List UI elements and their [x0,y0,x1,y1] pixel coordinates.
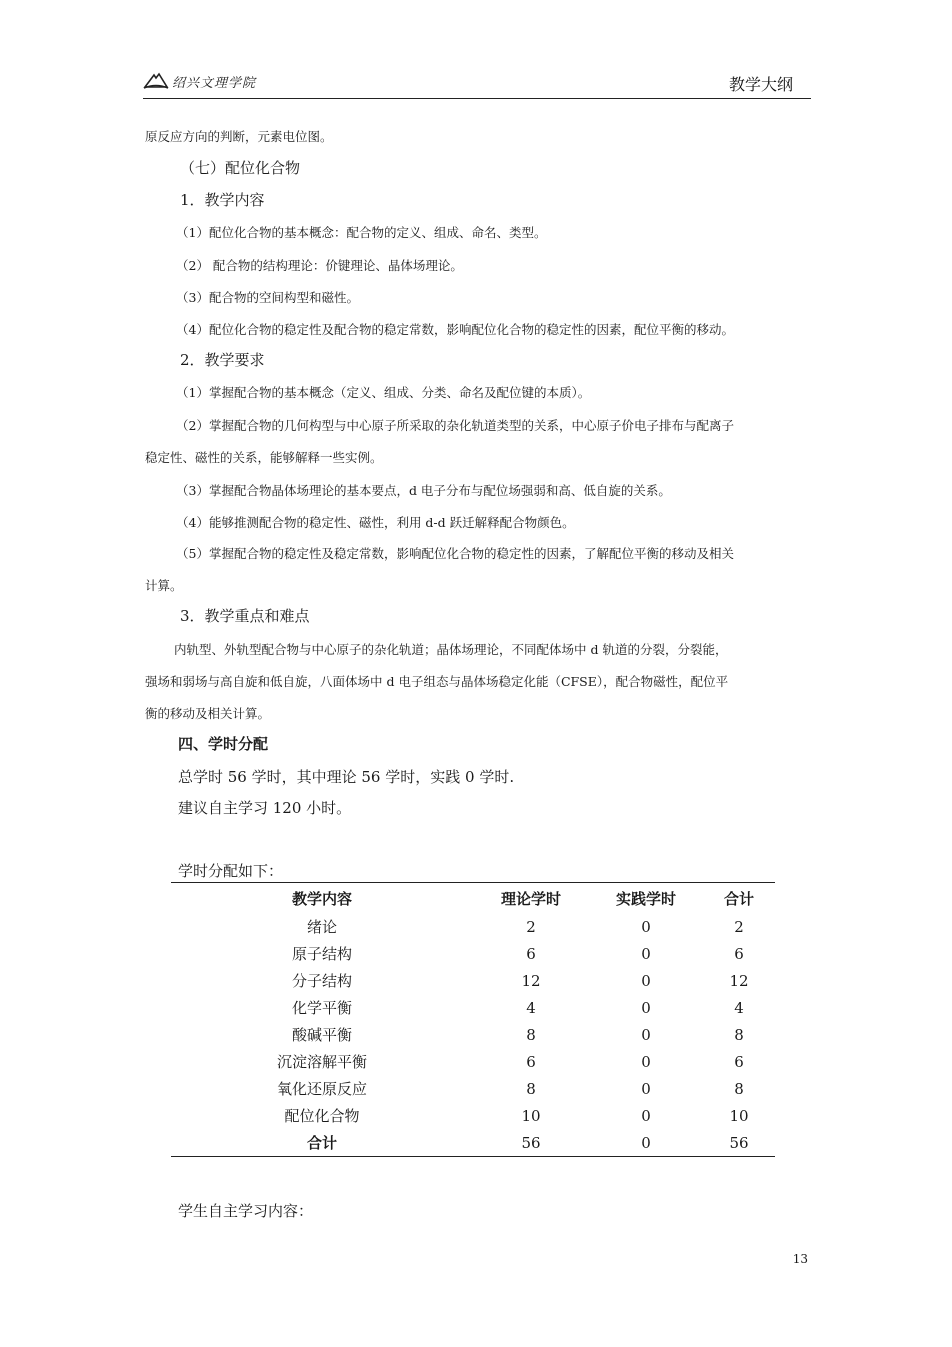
university-logo [143,70,256,92]
subsection-heading: 2．教学要求 [180,351,265,369]
table-total-row [171,1129,775,1157]
cell-total: 4 [734,998,744,1017]
subsection-heading: 1．教学内容 [180,191,265,209]
cell-theory: 8 [526,1079,536,1098]
text-line: （5）掌握配合物的稳定性及稳定常数，影响配位化合物的稳定性的因素，了解配位平衡的移动及相关 [176,546,734,561]
text-line: （3）掌握配合物晶体场理论的基本要点，d 电子分布与配位场强弱和高、低自旋的关系。 [176,483,671,498]
header-practice-hours: 实践学时 [615,889,676,908]
table-row [171,967,775,994]
cell-practice: 0 [641,1052,651,1071]
subsection-heading: 3．教学重点和难点 [180,607,310,625]
cell-practice: 0 [641,1079,651,1098]
cell-theory: 12 [521,971,541,990]
text-line: 学生自主学习内容： [178,1202,314,1220]
subsection-title: （七）配位化合物 [180,159,301,177]
cell-theory: 4 [526,998,536,1017]
cell-total: 2 [734,917,744,936]
table-row [171,913,775,940]
text-line: （2） 配合物的结构理论：价键理论、晶体场理论。 [176,258,463,273]
cell-practice: 0 [641,1106,651,1125]
cell-practice: 0 [641,1025,651,1044]
cell-practice: 0 [641,998,651,1017]
cell-total: 8 [734,1079,744,1098]
table-row [171,940,775,967]
text-line: 内轨型、外轨型配合物与中心原子的杂化轨道；晶体场理论，不同配体场中 d 轨道的分裂，分裂能， [174,642,728,657]
cell-total: 12 [729,971,749,990]
table-row [171,1021,775,1048]
cell-content: 配位化合物 [284,1107,360,1125]
text-line: 衡的移动及相关计算。 [145,706,271,721]
text-line: （3）配合物的空间构型和磁性。 [176,290,359,305]
cell-theory: 6 [526,1052,536,1071]
cell-total: 56 [729,1133,749,1152]
cell-content: 原子结构 [291,945,352,963]
table-caption: 学时分配如下： [178,862,284,880]
cell-total: 6 [734,944,744,963]
cell-practice: 0 [641,944,651,963]
table-row [171,994,775,1021]
text-line: 计算。 [145,578,183,593]
hours-table [171,882,775,1157]
table-row [171,1075,775,1102]
logo-text: 绍兴文理学院 [172,75,257,91]
text-line: （2）掌握配合物的几何构型与中心原子所采取的杂化轨道类型的关系，中心原子价电子排布与配离子 [176,418,734,433]
cell-content: 酸碱平衡 [291,1026,352,1044]
page-header [143,66,811,99]
cell-theory: 2 [526,917,536,936]
cell-total-label: 合计 [306,1134,337,1152]
cell-content: 沉淀溶解平衡 [276,1053,367,1071]
cell-theory: 6 [526,944,536,963]
header-title: 教学大纲 [728,75,793,94]
text-line: 建议自主学习 120 小时。 [178,799,352,817]
cell-content: 氧化还原反应 [276,1080,367,1098]
table-row [171,1048,775,1075]
text-line: （4）能够推测配合物的稳定性、磁性，利用 d-d 跃迁解释配合物颜色。 [176,515,575,530]
cell-total: 6 [734,1052,744,1071]
cell-theory: 56 [521,1133,541,1152]
table-header-row [171,883,775,914]
cell-total: 10 [729,1106,749,1125]
logo-icon [143,72,169,90]
cell-practice: 0 [641,971,651,990]
text-line: （1）配位化合物的基本概念：配合物的定义、组成、命名、类型。 [176,225,547,240]
page-number: 13 [792,1252,808,1266]
text-line: 原反应方向的判断，元素电位图。 [145,129,333,144]
cell-theory: 10 [521,1106,541,1125]
cell-practice: 0 [641,1133,651,1152]
text-line: （4）配位化合物的稳定性及配合物的稳定常数，影响配位化合物的稳定性的因素，配位平衡的移动。 [176,322,734,337]
cell-content: 化学平衡 [291,999,352,1017]
cell-total: 8 [734,1025,744,1044]
cell-content: 绪论 [306,918,337,936]
text-line: 稳定性、磁性的关系，能够解释一些实例。 [145,450,383,465]
text-line: 总学时 56 学时，其中理论 56 学时，实践 0 学时. [178,768,515,786]
table-row [171,1102,775,1129]
header-content: 教学内容 [291,889,352,908]
cell-theory: 8 [526,1025,536,1044]
section-title: 四、学时分配 [178,735,269,753]
cell-practice: 0 [641,917,651,936]
text-line: （1）掌握配合物的基本概念（定义、组成、分类、命名及配位键的本质）。 [176,385,591,400]
cell-content: 分子结构 [291,972,352,990]
text-line: 强场和弱场与高自旋和低自旋，八面体场中 d 电子组态与晶体场稳定化能（CFSE），配合物磁性，配位平 [145,674,729,689]
header-total: 合计 [723,889,754,908]
header-theory-hours: 理论学时 [500,889,561,908]
